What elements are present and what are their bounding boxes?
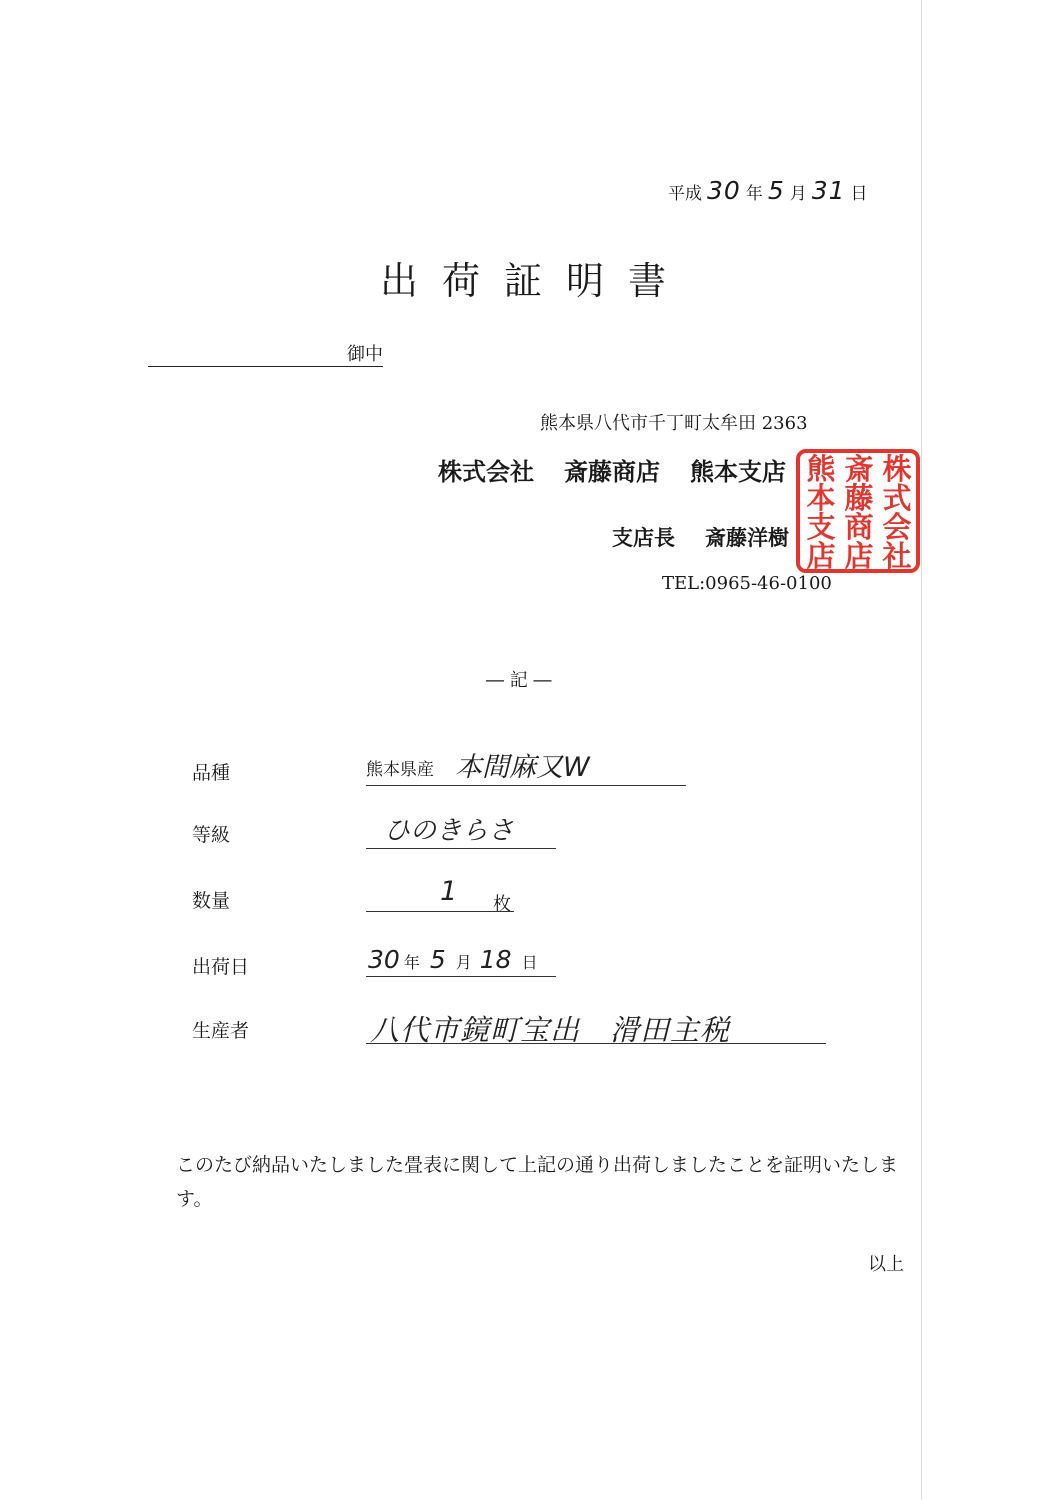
ship-year-unit: 年 (403, 953, 420, 972)
ship-date-value (368, 945, 538, 974)
scan-edge-line (921, 0, 922, 1500)
seal-char: 社 (882, 539, 912, 573)
date-era: 平成 (668, 184, 702, 204)
issue-date (668, 176, 868, 205)
quantity-unit: 枚 (493, 894, 511, 915)
variety-value: 本間麻又W (455, 752, 590, 783)
ship-date-underline (366, 976, 556, 977)
seal-char: 本 (806, 481, 836, 515)
variety-prefix: 熊本県産 (366, 760, 434, 780)
grade-label: 等級 (192, 824, 231, 846)
quantity-underline (366, 911, 514, 912)
quantity-value: 1 (440, 876, 458, 907)
company-type: 株式会社 (438, 457, 534, 486)
issuer-address: 熊本県八代市千丁町太牟田 2363 (540, 413, 808, 434)
variety-underline (366, 785, 686, 786)
producer-underline (366, 1043, 826, 1044)
issuer-manager (612, 522, 789, 552)
date-month: 5 (767, 176, 785, 205)
document-title: 出荷証明書 (380, 259, 691, 303)
seal-char: 商 (844, 510, 874, 544)
producer-label: 生産者 (192, 1020, 250, 1042)
seal-char: 店 (844, 539, 874, 573)
manager-name: 斎藤洋樹 (705, 525, 789, 550)
seal-char: 株 (882, 452, 912, 486)
seal-char: 熊 (806, 452, 836, 486)
grade-value: ひのきらさ (384, 816, 515, 846)
addressee-line (148, 340, 383, 367)
date-day: 31 (811, 176, 846, 205)
ship-day-unit: 日 (521, 953, 538, 972)
issuer-company (438, 452, 816, 487)
ship-year: 30 (368, 945, 400, 974)
seal-char: 会 (882, 510, 912, 544)
seal-char: 支 (806, 510, 836, 544)
quantity-label: 数量 (192, 890, 231, 912)
issuer-tel: TEL:0965-46-0100 (662, 573, 832, 594)
seal-char: 式 (882, 481, 912, 515)
ship-date-label: 出荷日 (192, 956, 250, 978)
seal-char: 店 (806, 539, 836, 573)
ship-month-unit: 月 (455, 953, 472, 972)
company-seal (796, 449, 920, 573)
ki-heading: ― 記 ― (486, 670, 552, 691)
company-branch: 熊本支店 (690, 457, 786, 486)
producer-value: 八代市鏡町宝出 滑田主税 (370, 1013, 731, 1047)
date-month-unit: 月 (789, 184, 807, 204)
grade-underline (366, 848, 556, 849)
seal-char: 斎 (844, 452, 874, 486)
company-name: 斎藤商店 (564, 457, 660, 486)
ship-month: 5 (429, 945, 446, 974)
seal-char: 藤 (844, 481, 874, 515)
date-year-unit: 年 (745, 184, 763, 204)
ship-day: 18 (479, 945, 512, 974)
certification-statement (176, 1148, 916, 1216)
statement-text: このたび納品いたしました畳表に関して上記の通り出荷しましたことを証明いたします。 (176, 1154, 899, 1210)
addressee-suffix: 御中 (347, 344, 383, 365)
closing-text: 以上 (868, 1254, 904, 1275)
date-year: 30 (707, 176, 741, 205)
manager-title: 支店長 (612, 525, 675, 550)
variety-label: 品種 (192, 762, 231, 784)
date-day-unit: 日 (850, 184, 868, 204)
